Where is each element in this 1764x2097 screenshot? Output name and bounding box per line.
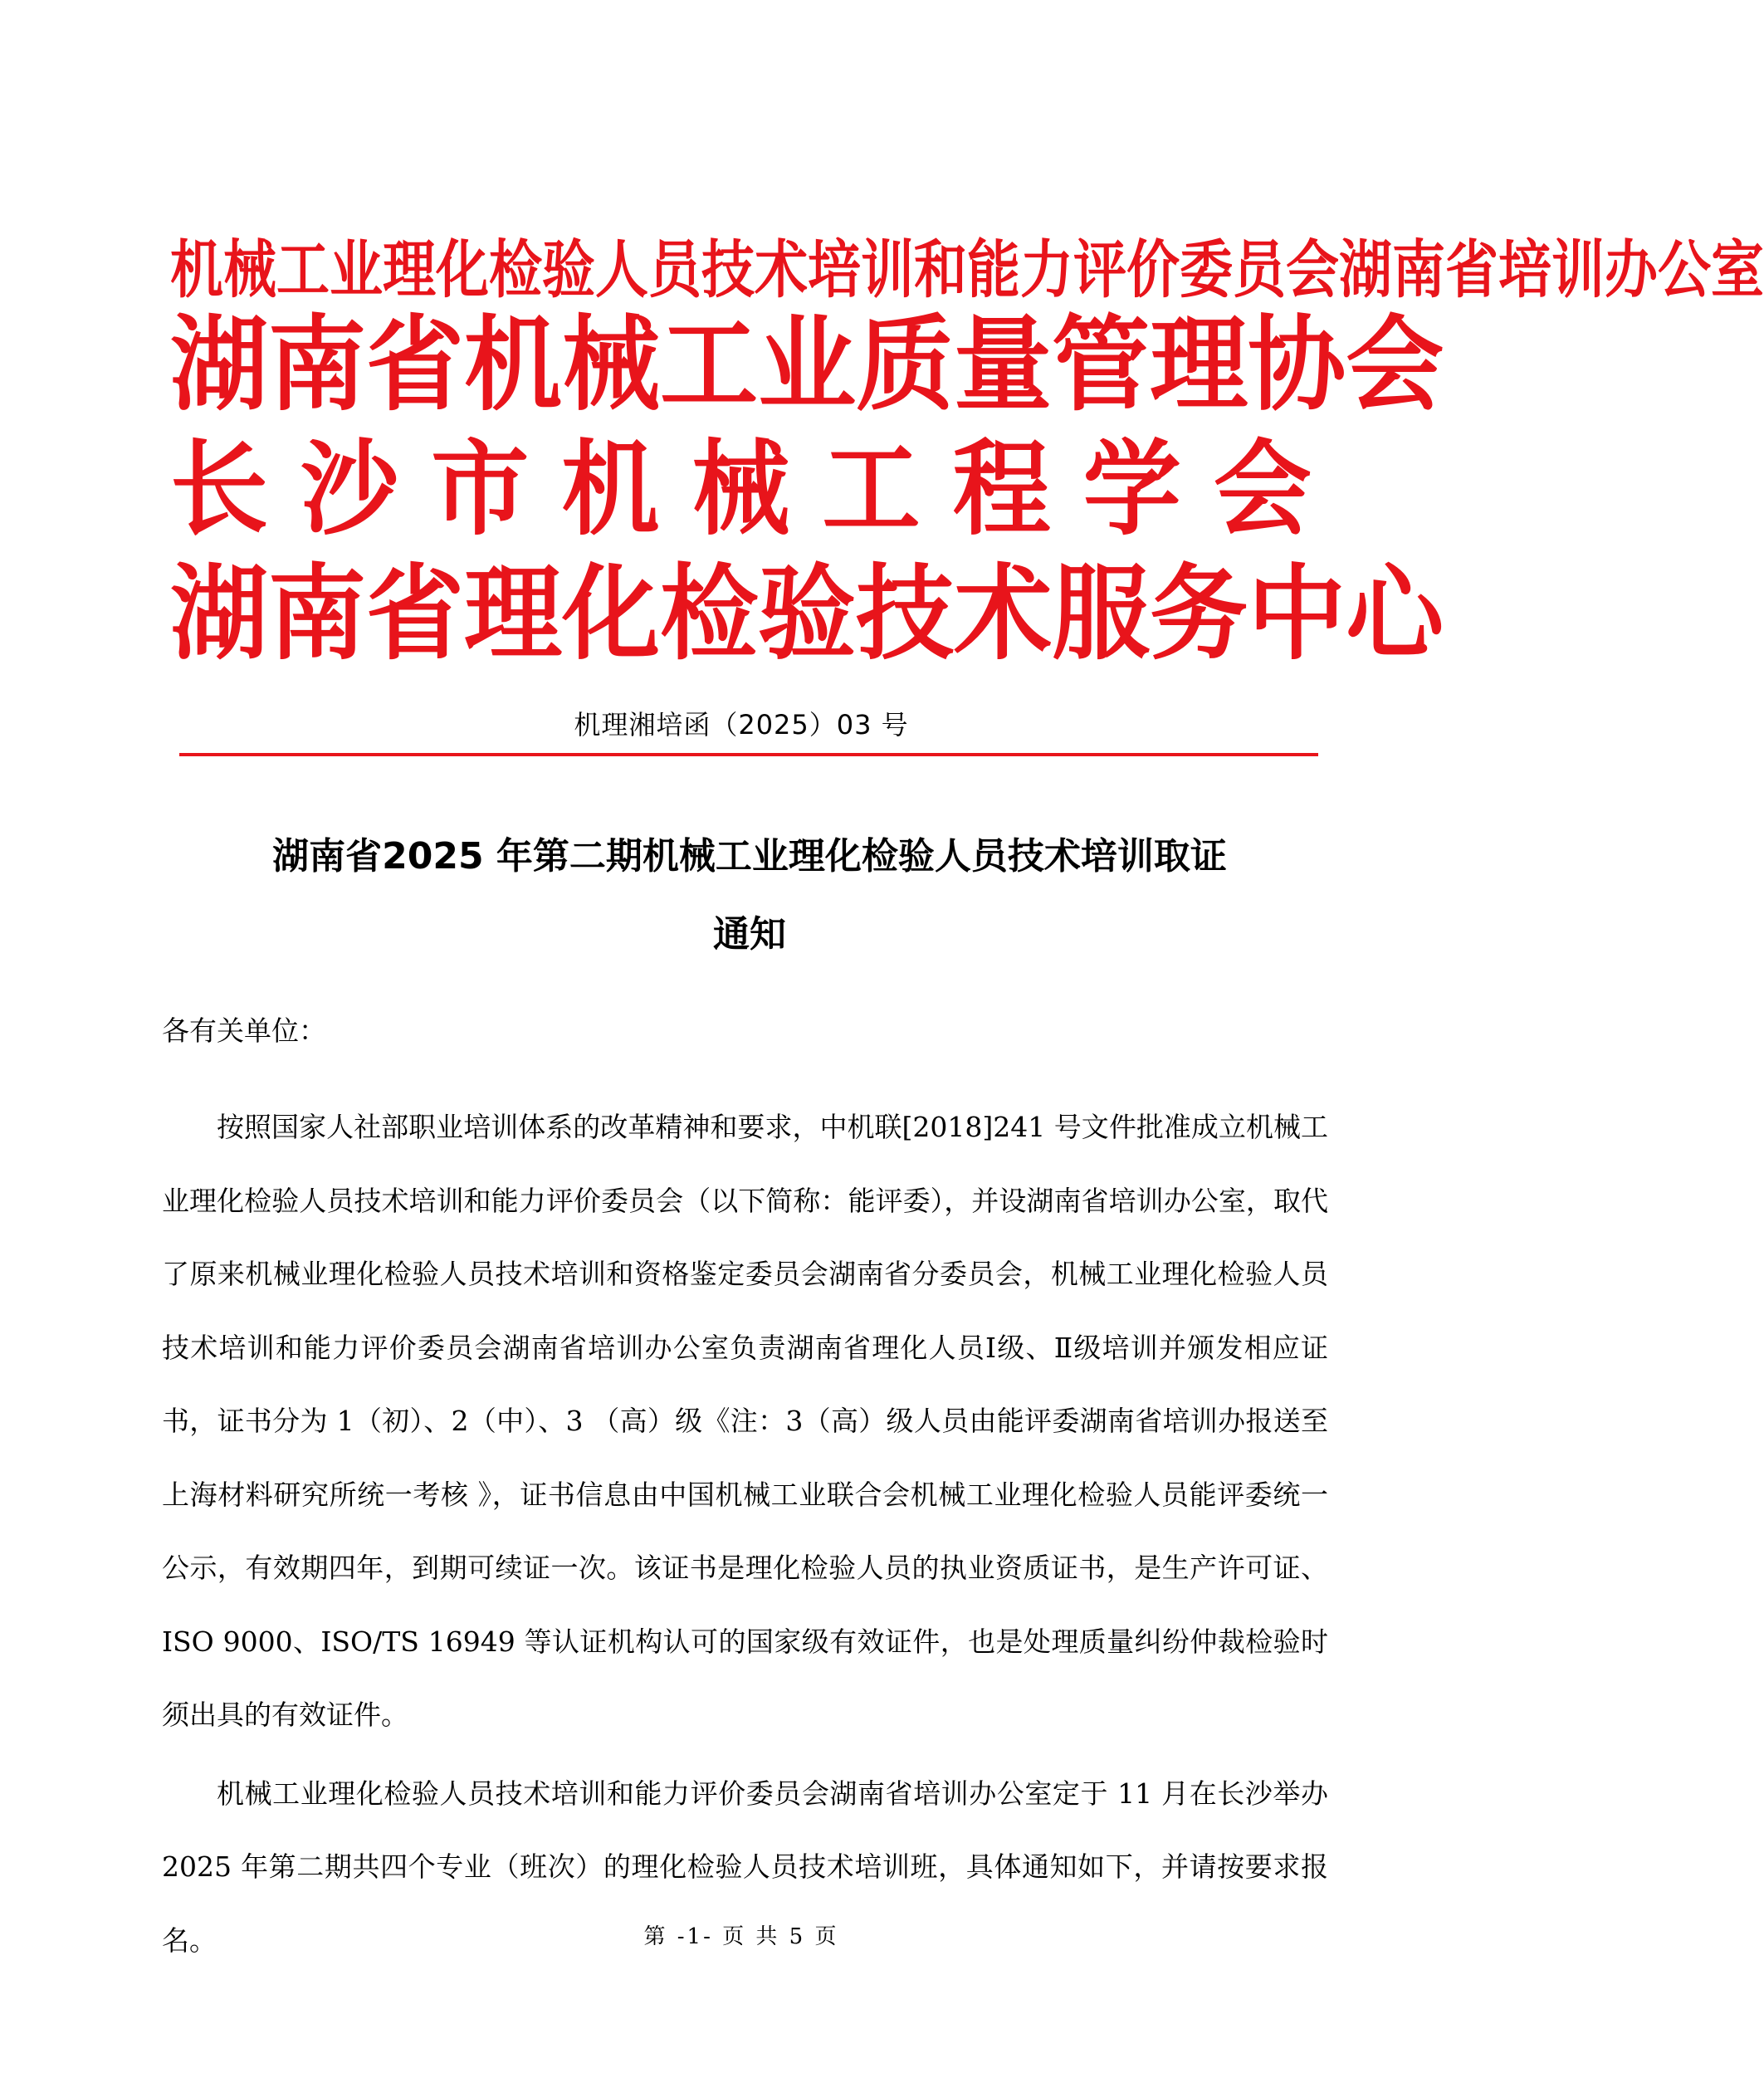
- masthead-char: 心: [1346, 553, 1444, 674]
- masthead-char: 人: [595, 234, 648, 307]
- masthead-char: 省: [366, 304, 465, 425]
- masthead-char: 会: [1213, 428, 1312, 550]
- masthead-char: 检: [489, 234, 542, 307]
- masthead-char: 沙: [301, 428, 399, 550]
- masthead-char: 工: [660, 304, 759, 425]
- masthead-char: 械: [223, 234, 276, 307]
- masthead-char: 理: [464, 553, 563, 674]
- masthead-char: 业: [758, 304, 857, 425]
- masthead-char: 省: [1445, 234, 1498, 307]
- red-masthead: [170, 226, 1764, 676]
- red-divider-line: [179, 753, 1318, 756]
- notice-body: [162, 1013, 1328, 1982]
- masthead-char: 理: [383, 234, 436, 307]
- masthead-char: 化: [562, 553, 661, 674]
- masthead-char: 省: [366, 553, 465, 674]
- masthead-char: 湖: [170, 553, 269, 674]
- masthead-line-engineering-society: [170, 423, 1312, 555]
- masthead-char: 验: [542, 234, 595, 307]
- masthead-char: 机: [464, 304, 563, 425]
- masthead-char: 培: [1498, 234, 1551, 307]
- document-number: 机理湘培函（2025）03 号: [574, 709, 909, 741]
- masthead-char: 会: [1346, 304, 1444, 425]
- masthead-char: 术: [755, 234, 808, 307]
- masthead-char: 能: [967, 234, 1020, 307]
- masthead-char: 和: [914, 234, 967, 307]
- masthead-char: 机: [561, 428, 660, 550]
- notice-title: [183, 818, 1317, 974]
- masthead-char: 检: [660, 553, 759, 674]
- masthead-char: 机: [170, 234, 223, 307]
- masthead-char: 南: [268, 304, 367, 425]
- masthead-char: 评: [1073, 234, 1126, 307]
- notice-title-line-1: 湖南省2025 年第二期机械工业理化检验人员技术培训取证: [272, 835, 1227, 877]
- masthead-char: 械: [691, 428, 790, 550]
- masthead-char: 南: [1392, 234, 1445, 307]
- masthead-char: 服: [1052, 553, 1151, 674]
- masthead-char: 室: [1711, 234, 1764, 307]
- masthead-char: 管: [1052, 304, 1151, 425]
- notice-title-line-2: 通知: [713, 913, 786, 956]
- masthead-char: 公: [1658, 234, 1711, 307]
- salutation: 各有关单位：: [162, 1014, 326, 1047]
- masthead-char: 化: [436, 234, 489, 307]
- masthead-char: 力: [1020, 234, 1073, 307]
- masthead-char: 学: [1082, 428, 1181, 550]
- masthead-char: 械: [562, 304, 661, 425]
- masthead-char: 工: [822, 428, 921, 550]
- page-number-footer: 第 -1- 页 共 5 页: [643, 1924, 839, 1949]
- masthead-char: 中: [1248, 553, 1346, 674]
- masthead-char: 长: [170, 428, 269, 550]
- masthead-char: 理: [1150, 304, 1248, 425]
- masthead-char: 员: [1233, 234, 1286, 307]
- masthead-char: 训: [1551, 234, 1605, 307]
- masthead-char: 湖: [1339, 234, 1392, 307]
- masthead-line-quality-association: [170, 299, 1444, 430]
- masthead-char: 量: [954, 304, 1053, 425]
- masthead-char: 质: [856, 304, 955, 425]
- paragraph-training-arrangement: 机械工业理化检验人员技术培训和能力评价委员会湖南省培训办公室定于 11 月在长沙举办 2025 年第二期共四个专业（班次）的理化检验人员技术培训班，具体通知如下，并请按要求报名。: [162, 1777, 1328, 1957]
- masthead-char: 务: [1150, 553, 1248, 674]
- masthead-char: 程: [952, 428, 1051, 550]
- masthead-char: 工: [276, 234, 330, 307]
- masthead-char: 协: [1248, 304, 1346, 425]
- masthead-char: 市: [431, 428, 530, 550]
- masthead-char: 训: [861, 234, 914, 307]
- masthead-char: 办: [1605, 234, 1658, 307]
- masthead-char: 湖: [170, 304, 269, 425]
- masthead-char: 业: [330, 234, 383, 307]
- masthead-char: 会: [1286, 234, 1339, 307]
- masthead-line-service-center: [170, 548, 1444, 679]
- masthead-char: 委: [1180, 234, 1233, 307]
- masthead-char: 南: [268, 553, 367, 674]
- masthead-char: 技: [701, 234, 755, 307]
- masthead-char: 培: [808, 234, 861, 307]
- masthead-char: 员: [648, 234, 701, 307]
- masthead-char: 验: [758, 553, 857, 674]
- masthead-char: 技: [856, 553, 955, 674]
- masthead-char: 术: [954, 553, 1053, 674]
- paragraph-background: 按照国家人社部职业培训体系的改革精神和要求，中机联[2018]241 号文件批准成立机械工业理化检验人员技术培训和能力评价委员会（以下简称：能评委），并设湖南省培训办公室，取代了原来机械业理化检验人员技术培训和资格鉴定委员会湖南省分委员会，机械工业理化检验人员技术培训和能力评价委员会湖南省培训办公室负责湖南省理化人员Ⅰ级、Ⅱ级培训并颁发相应证书，证书分为 1（初）、2（中）、3 （高）级《注：3（高）级人员由能评委湖南省培训办报送至上海材料研究所统一考核 》，证书信息由中国机械工业联合会机械工业理化检验人员能评委统一公示，有效期四年，到期可续证一次。该证书是理化检验人员的执业资质证书，是生产许可证、ISO 9000、ISO/TS 16949 等认证机构认可的国家级有效证件，也是处理质量纠纷仲裁检验时须出具的有效证件。: [162, 1111, 1328, 1731]
- masthead-char: 价: [1126, 234, 1180, 307]
